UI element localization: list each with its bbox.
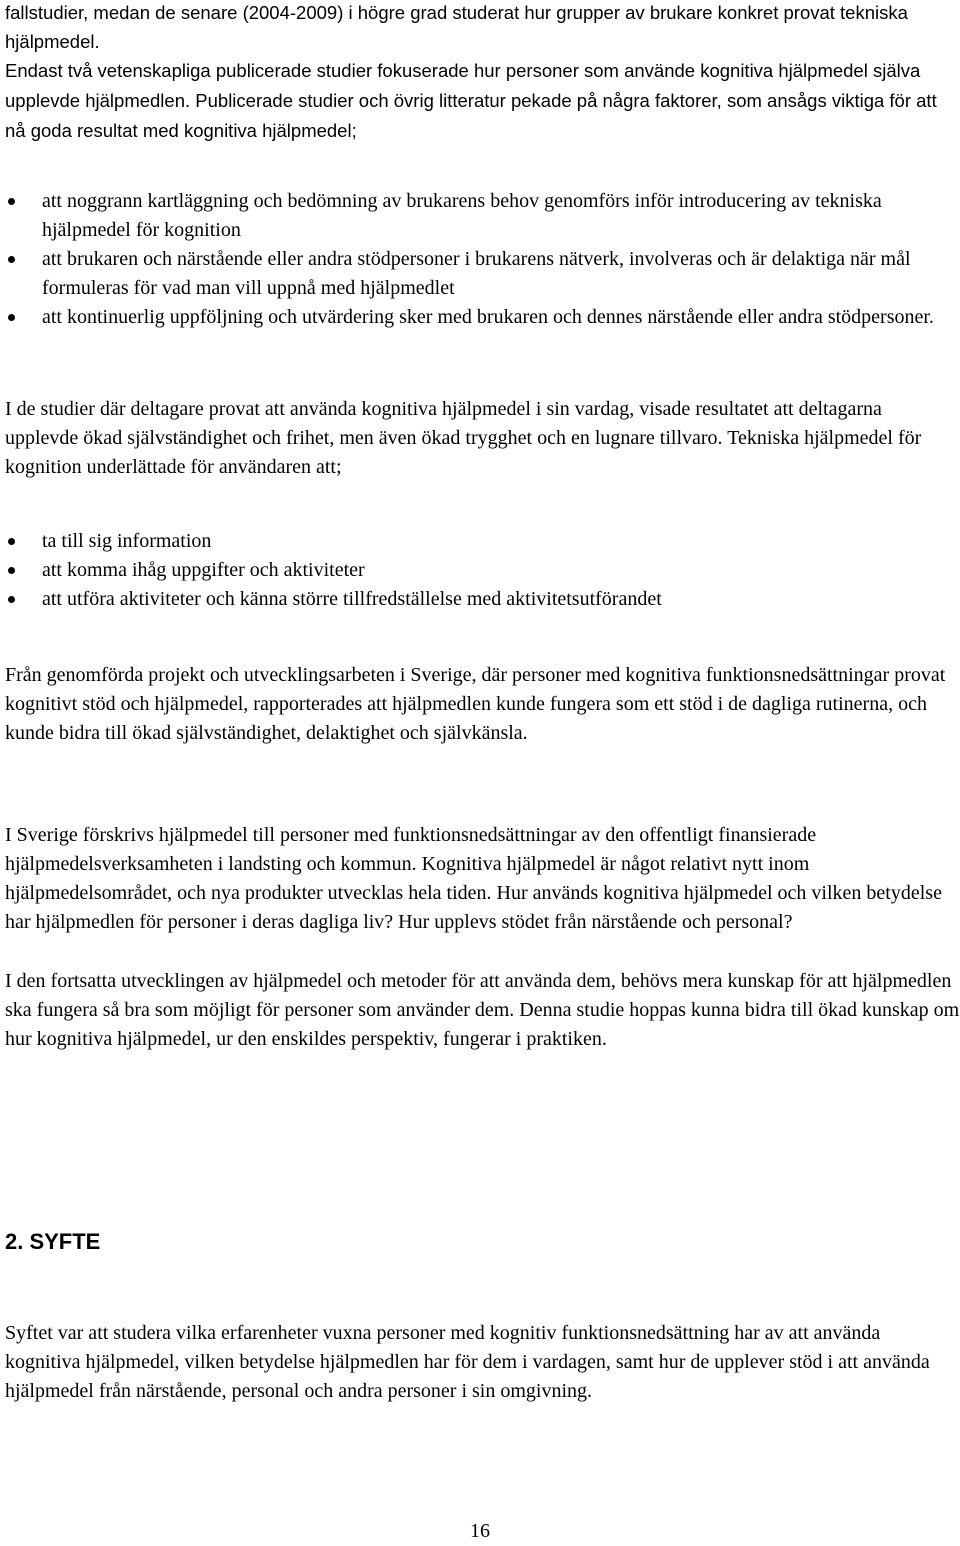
paragraph-future-development: I den fortsatta utvecklingen av hjälpmedel och metoder för att använda dem, behövs mera kunskap för att hjälpmedlen ska fungera så bra som möjligt för personer som använder dem. Denna studie hoppas kunna bidra till ökad kunskap om hur kognitiva hjälpmedel, ur den enskildes perspektiv, fungerar i praktiken.	[5, 970, 960, 1050]
paragraph-studies-results: I de studier där deltagare provat att använda kognitiva hjälpmedel i sin vardag, visade resultatet att deltagarna upplevde ökad självständighet och frihet, men även ökad trygghet och en lugnare tillvaro. Tekniska hjälpmedel för kognition underlättade för användaren att;	[5, 398, 922, 478]
paragraph-case-studies: fallstudier, medan de senare (2004-2009) i högre grad studerat hur grupper av brukare konkret provat tekniska hjälpmedel.	[5, 2, 908, 52]
paragraph-syfte: Syftet var att studera vilka erfarenheter vuxna personer med kognitiv funktionsnedsättning har av att använda kognitiva hjälpmedel, vilken betydelse hjälpmedlen har för dem i vardagen, samt hur de upplever stöd i att använda hjälpmedel från närstående, personal och andra personer i sin omgivning.	[5, 1322, 930, 1402]
paragraph-scientific-studies	[5, 56, 960, 146]
list-item: att kontinuerlig uppföljning och utvärdering sker med brukaren och dennes närstående eller andra stödpersoner.	[0, 303, 945, 332]
benefits-list	[0, 527, 945, 614]
list-item: att brukaren och närstående eller andra stödpersoner i brukarens nätverk, involveras och är delaktiga när mål formuleras för vad man vill uppnå med hjälpmedlet	[0, 245, 945, 303]
paragraph-scientific-studies-sans: Endast två vetenskapliga publicerade studier fokuserade hur personer som använde kognitiva hjälpmedel själva upplevde hjälpmedlen.	[5, 60, 921, 111]
paragraph-swedish-projects: Från genomförda projekt och utvecklingsarbeten i Sverige, där personer med kognitiva funktionsnedsättningar provat kognitivt stöd och hjälpmedel, rapporterades att hjälpmedlen kunde fungera som ett stöd i de dagliga rutinerna, och kunde bidra till ökad självständighet, delaktighet och självkänsla.	[5, 664, 946, 744]
paragraph-prescription: I Sverige förskrivs hjälpmedel till personer med funktionsnedsättningar av den offentligt finansierade hjälpmedelsverksamheten i landsting och kommun. Kognitiva hjälpmedel är något relativt nytt inom hjälpmedelsområdet, och nya produkter utvecklas hela tiden. Hur används kognitiva hjälpmedel och vilken betydelse har hjälpmedlen för personer i deras dagliga liv? Hur upplevs stödet från närstående och personal?	[5, 824, 942, 933]
section-heading-syfte: 2. SYFTE	[5, 1229, 101, 1254]
list-item: ta till sig information	[0, 527, 945, 556]
paragraph-factors: Publicerade studier och övrig litteratur pekade på några faktorer, som ansågs viktiga för att nå goda resultat med kognitiva hjälpmedel;	[5, 90, 937, 141]
list-item: att utföra aktiviteter och känna större tillfredställelse med aktivitetsutförandet	[0, 585, 945, 614]
list-item: att komma ihåg uppgifter och aktiviteter	[0, 556, 945, 585]
list-item: att noggrann kartläggning och bedömning av brukarens behov genomförs inför introducering av tekniska hjälpmedel för kognition	[0, 187, 945, 245]
page-number: 16	[470, 1520, 490, 1542]
factors-list	[0, 187, 945, 332]
